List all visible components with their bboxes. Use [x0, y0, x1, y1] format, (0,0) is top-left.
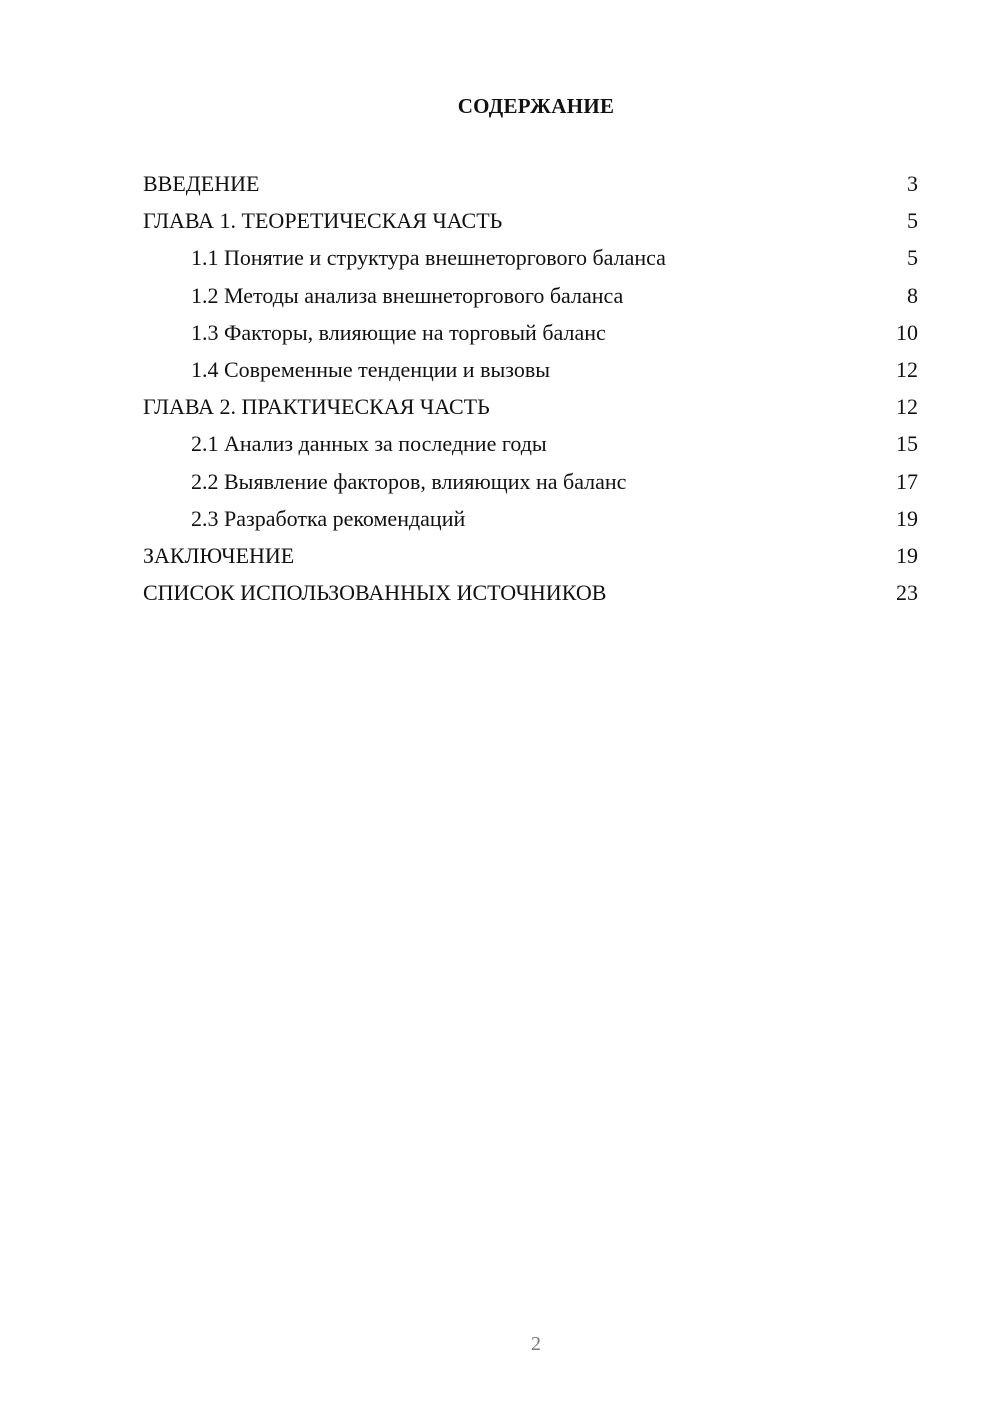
toc-entry-page: 19: [896, 505, 918, 531]
toc-entry-page: 12: [896, 394, 918, 420]
page-title: СОДЕРЖАНИЕ: [457, 94, 615, 118]
toc-entry-section-1-2[interactable]: [143, 277, 918, 314]
toc-entry-page: 19: [896, 542, 918, 568]
toc-entry-page: 17: [896, 468, 918, 494]
toc-entry-chapter-1[interactable]: [143, 202, 918, 239]
toc-entry-label: 1.3 Факторы, влияющие на торговый баланс: [191, 319, 606, 345]
toc-entry-page: 12: [896, 356, 918, 382]
toc-entry-chapter-2[interactable]: [143, 388, 918, 425]
toc-entry-page: 23: [896, 580, 918, 606]
toc-entry-section-2-1[interactable]: [143, 425, 918, 462]
toc-entry-label: 1.1 Понятие и структура внешнеторгового баланса: [191, 245, 666, 271]
toc-entry-label: 2.1 Анализ данных за последние годы: [191, 431, 547, 457]
toc-entry-section-2-3[interactable]: [143, 500, 918, 537]
toc-entry-section-1-3[interactable]: [143, 314, 918, 351]
toc-entry-section-1-4[interactable]: [143, 351, 918, 388]
toc-entry-page: 15: [896, 431, 918, 457]
page-number: 2: [531, 1333, 541, 1355]
toc-entry-label: ЗАКЛЮЧЕНИЕ: [143, 542, 295, 568]
toc-entry-section-1-1[interactable]: [143, 239, 918, 276]
toc-entry-section-2-2[interactable]: [143, 463, 918, 500]
toc-entry-page: 5: [907, 245, 918, 271]
toc-entry-introduction[interactable]: [143, 165, 918, 202]
table-of-contents: [143, 165, 918, 611]
toc-entry-label: СПИСОК ИСПОЛЬЗОВАННЫХ ИСТОЧНИКОВ: [143, 580, 607, 606]
toc-entry-page: 8: [907, 282, 918, 308]
toc-entry-label: 1.4 Современные тенденции и вызовы: [191, 356, 550, 382]
toc-entry-conclusion[interactable]: [143, 537, 918, 574]
toc-entry-page: 5: [907, 208, 918, 234]
toc-entry-label: 1.2 Методы анализа внешнеторгового баланса: [191, 282, 624, 308]
toc-entry-page: 3: [907, 171, 918, 196]
toc-entry-label: ГЛАВА 1. ТЕОРЕТИЧЕСКАЯ ЧАСТЬ: [143, 208, 503, 234]
toc-entry-page: 10: [896, 319, 918, 345]
toc-entry-references[interactable]: [143, 574, 918, 611]
toc-entry-label: ВВЕДЕНИЕ: [143, 171, 260, 196]
toc-entry-label: ГЛАВА 2. ПРАКТИЧЕСКАЯ ЧАСТЬ: [143, 394, 490, 420]
toc-entry-label: 2.2 Выявление факторов, влияющих на баланс: [191, 468, 627, 494]
toc-entry-label: 2.3 Разработка рекомендаций: [191, 505, 466, 531]
